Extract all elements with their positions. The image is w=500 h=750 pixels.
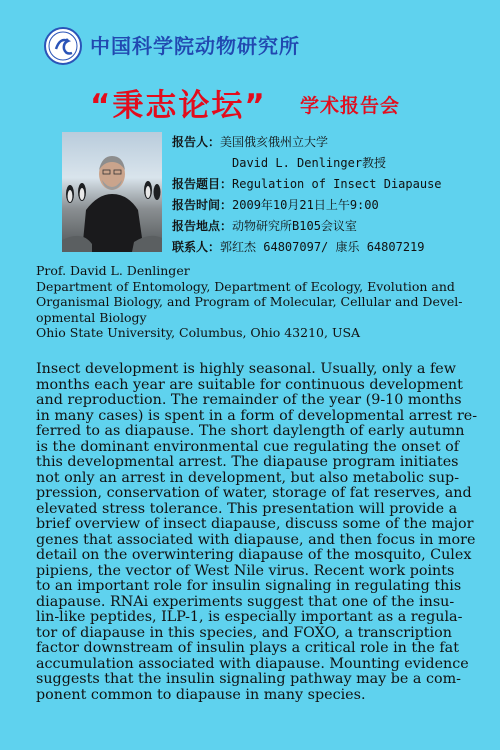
institute-logo (44, 27, 82, 65)
forum-subtitle: 学术报告会 (300, 95, 401, 117)
poster-header (0, 0, 500, 70)
info-speaker: 报告人：美国俄亥俄州立大学 (172, 135, 329, 149)
lecture-info (172, 132, 442, 258)
abstract-line: suggests that the insulin signaling pathway may be a com- (36, 671, 462, 687)
info-place: 报告地点：动物研究所B105会议室 (172, 219, 357, 233)
abstract-line: pipiens, the vector of West Nile virus. Recent work points (36, 562, 455, 579)
abstract-line: lin-like peptides, ILP-1, is especially important as a regula- (36, 609, 463, 625)
info-time: 报告时间：2009年10月21日上午9:00 (172, 198, 379, 212)
abstract-line: factor downstream of insulin plays a critical role in the fat (36, 640, 459, 656)
abstract-text (36, 361, 478, 703)
affiliation-line: Department of Entomology, Department of Ecology, Evolution and (36, 278, 455, 294)
abstract-line: ponent common to diapause in many species. (36, 686, 366, 703)
abstract-line: to an important role for insulin signaling in regulating this (36, 578, 462, 594)
abstract-line: elevated stress tolerance. This presentation will provide a (36, 500, 458, 517)
info-contact: 联系人：郭红杰 64807097/ 康乐 64807219 (172, 240, 425, 254)
institute-name: 中国科学院动物研究所 (90, 34, 300, 58)
abstract-line: Insect development is highly seasonal. Usually, only a few (36, 361, 456, 377)
speaker-affiliation (36, 263, 466, 341)
abstract-line: in many cases) is spent in a form of developmental arrest re- (36, 407, 478, 424)
speaker-photo (62, 132, 162, 252)
affiliation-line: Ohio State University, Columbus, Ohio 43210, USA (36, 325, 361, 340)
info-speaker-name: David L. Denlinger教授 (232, 156, 387, 170)
abstract-line: genes that associated with diapause, and then focus in more (36, 531, 476, 548)
abstract-line: brief overview of insect diapause, discuss some of the major (36, 516, 474, 532)
forum-title: “秉志论坛” (90, 88, 267, 124)
abstract-line: tor of diapause in this species, and FOXO, a transcription (36, 624, 452, 641)
affiliation-line: Organismal Biology, and Program of Molecular, Cellular and Devel- (36, 294, 463, 309)
abstract-line: and reproduction. The remainder of the year (9-10 months (36, 392, 462, 408)
affiliation-line: opmental Biology (36, 309, 147, 325)
abstract-line: accumulation associated with diapause. Mounting evidence (36, 655, 469, 672)
abstract-line: is the dominant environmental cue regulating the onset of (36, 438, 460, 455)
abstract-line: detail on the overwintering diapause of the mosquito, Culex (36, 547, 472, 563)
abstract-line: pression, conservation of water, storage of fat reserves, and (36, 485, 472, 501)
abstract-line: months each year are suitable for continuous development (36, 376, 463, 393)
abstract-line: not only an arrest in development, but also metabolic sup- (36, 469, 460, 486)
abstract-line: this developmental arrest. The diapause program initiates (36, 454, 459, 470)
abstract-line: diapause. RNAi experiments suggest that one of the insu- (36, 593, 455, 610)
info-title: 报告题目：Regulation of Insect Diapause (172, 177, 442, 191)
affiliation-line: Prof. David L. Denlinger (36, 263, 190, 278)
abstract-line: ferred to as diapause. The short daylength of early autumn (36, 423, 465, 439)
